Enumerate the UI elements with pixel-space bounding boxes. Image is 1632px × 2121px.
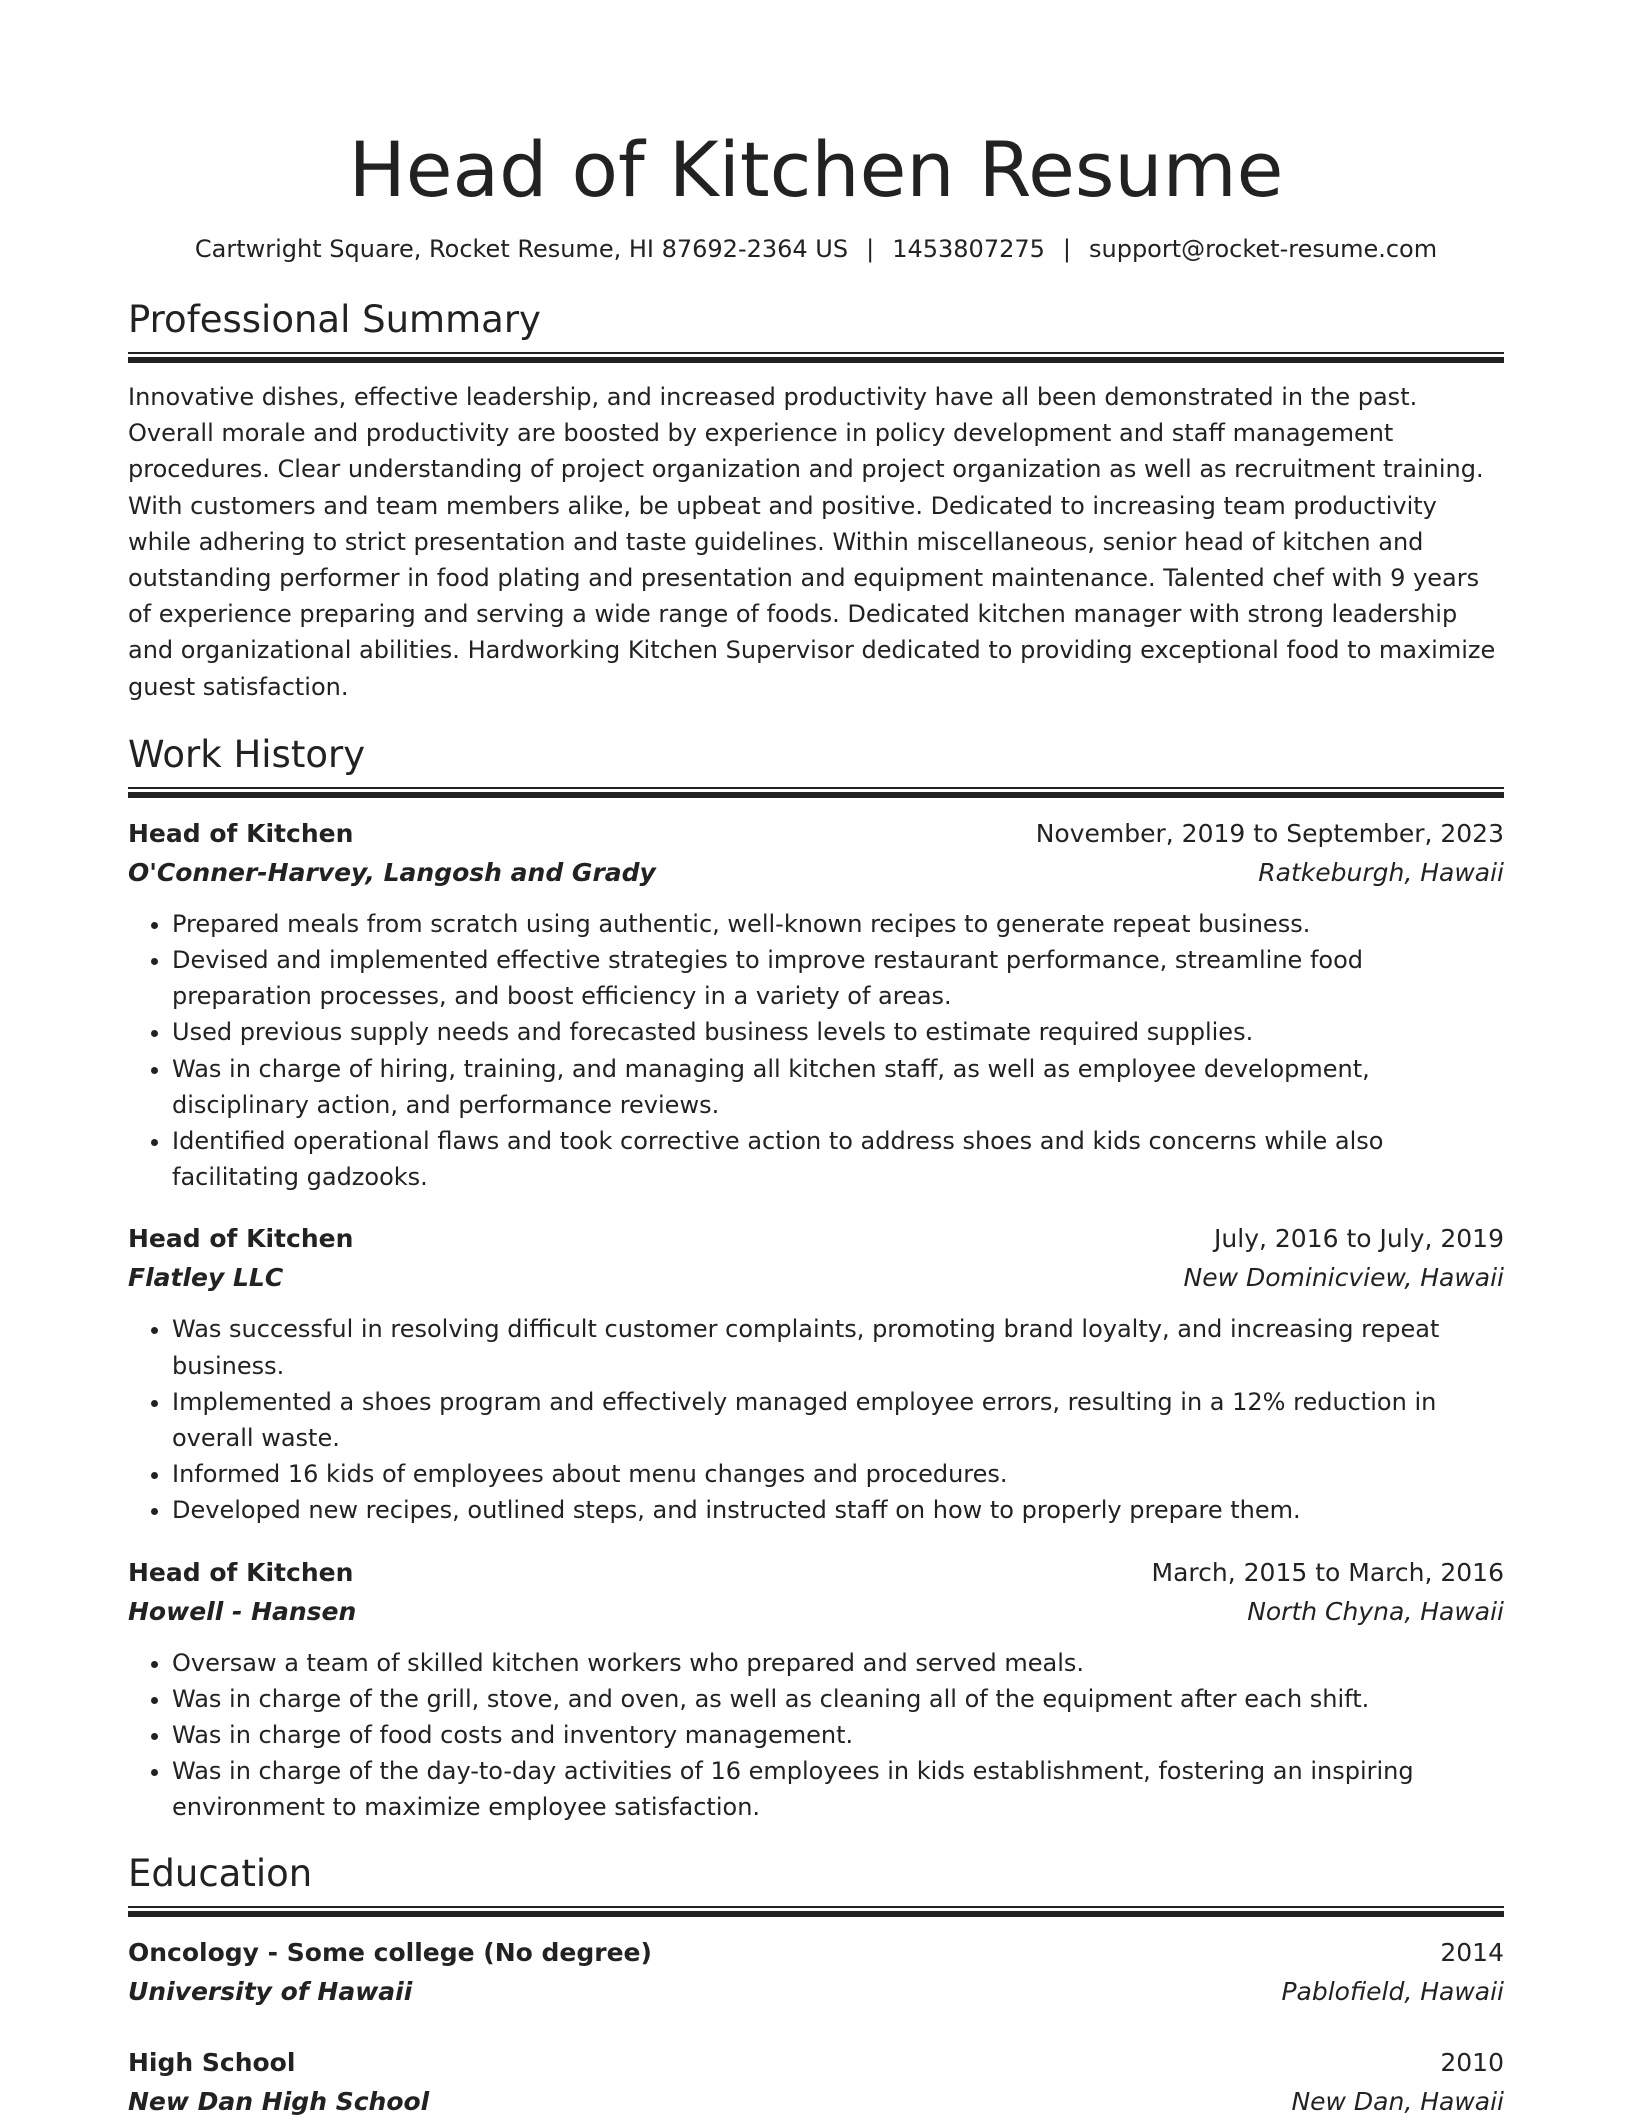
- graduation-year: 2014: [1440, 1937, 1504, 1967]
- school-name: University of Hawaii: [128, 1976, 413, 2006]
- job-dates: July, 2016 to July, 2019: [1214, 1224, 1504, 1254]
- job-entry: [128, 814, 1504, 1196]
- summary-heading: Professional Summary: [128, 298, 541, 341]
- job-duty: • Used previous supply needs and forecasted business levels to estimate required supplies.: [172, 1014, 1504, 1050]
- job-dates: March, 2015 to March, 2016: [1151, 1557, 1504, 1587]
- company-name: Flatley LLC: [128, 1263, 284, 1293]
- job-title: Head of Kitchen: [128, 818, 354, 848]
- contact-email: support@rocket-resume.com: [1089, 235, 1438, 263]
- education-entry: [128, 2043, 1504, 2121]
- contact-line: [128, 232, 1504, 266]
- job-duty: • Prepared meals from scratch using authentic, well-known recipes to generate repeat business.: [172, 906, 1504, 942]
- job-location: North Chyna, Hawaii: [1247, 1596, 1504, 1626]
- job-duty: • Oversaw a team of skilled kitchen workers who prepared and served meals.: [172, 1645, 1504, 1681]
- job-duty: • Devised and implemented effective strategies to improve restaurant performance, streamline food preparation processes, and boost efficiency in a variety of areas.: [172, 942, 1504, 1014]
- company-name: O'Conner-Harvey, Langosh and Grady: [128, 857, 656, 887]
- job-title: Head of Kitchen: [128, 1557, 354, 1587]
- section-divider: [128, 787, 1504, 798]
- section-divider: [128, 352, 1504, 363]
- contact-phone: 1453807275: [892, 235, 1045, 263]
- work-history-heading: Work History: [128, 732, 366, 776]
- graduation-year: 2010: [1440, 2047, 1504, 2077]
- job-duty: • Was in charge of hiring, training, and managing all kitchen staff, as well as employee development, disciplinary action, and performance reviews.: [172, 1051, 1504, 1123]
- job-duty: • Developed new recipes, outlined steps, and instructed staff on how to properly prepare them.: [172, 1492, 1504, 1528]
- job-duties: [128, 1645, 1504, 1826]
- job-duty: • Was in charge of the grill, stove, and oven, as well as cleaning all of the equipment after each shift.: [172, 1681, 1504, 1717]
- job-entry: [128, 1553, 1504, 1826]
- job-location: New Dominicview, Hawaii: [1183, 1263, 1504, 1293]
- resume-page: [128, 0, 1504, 2121]
- school-name: New Dan High School: [128, 2086, 430, 2116]
- degree-name: Oncology - Some college (No degree): [128, 1937, 652, 1967]
- job-duties: [128, 906, 1504, 1196]
- education-entry: [128, 1933, 1504, 2011]
- degree-name: High School: [128, 2047, 296, 2077]
- summary-text: Innovative dishes, effective leadership, and increased productivity have all been demonstrated in the past. Overall morale and productivity are boosted by experience in policy development and staff management procedures. Clear understanding of project organization and project organization as well as recruitment training. With customers and team members alike, be upbeat and positive. Dedicated to increasing team productivity while adhering to strict presentation and taste guidelines. Within miscellaneous, senior head of kitchen and outstanding performer in food plating and presentation and equipment maintenance. Talented chef with 9 years of experience preparing and serving a wide range of foods. Dedicated kitchen manager with strong leadership and organizational abilities. Hardworking Kitchen Supervisor dedicated to providing exceptional food to maximize guest satisfaction.: [128, 383, 1496, 701]
- work-history-section: [128, 731, 1504, 1826]
- section-divider: [128, 1906, 1504, 1917]
- education-heading: Education: [128, 1851, 313, 1895]
- education-section: [128, 1850, 1504, 2121]
- school-location: New Dan, Hawaii: [1291, 2086, 1504, 2116]
- job-duty: • Identified operational flaws and took corrective action to address shoes and kids concerns while also facilitating gadzooks.: [172, 1123, 1504, 1195]
- job-duty: • Informed 16 kids of employees about menu changes and procedures.: [172, 1456, 1504, 1492]
- job-duties: [128, 1311, 1504, 1528]
- contact-address: Cartwright Square, Rocket Resume, HI 87692-2364 US: [194, 235, 849, 263]
- resume-title: Head of Kitchen Resume: [348, 125, 1284, 214]
- job-entry: [128, 1219, 1504, 1528]
- job-title: Head of Kitchen: [128, 1224, 354, 1254]
- job-location: Ratkeburgh, Hawaii: [1258, 857, 1504, 887]
- summary-section: [128, 296, 1504, 705]
- contact-separator: |: [1062, 235, 1071, 263]
- job-duty: • Was in charge of food costs and inventory management.: [172, 1717, 1504, 1753]
- job-duty: • Was in charge of the day-to-day activities of 16 employees in kids establishment, fostering an inspiring environment to maximize employee satisfaction.: [172, 1753, 1504, 1825]
- company-name: Howell - Hansen: [128, 1596, 357, 1626]
- job-dates: November, 2019 to September, 2023: [1035, 818, 1504, 848]
- contact-separator: |: [866, 235, 875, 263]
- job-duty: • Was successful in resolving difficult customer complaints, promoting brand loyalty, and increasing repeat business.: [172, 1311, 1504, 1383]
- school-location: Pablofield, Hawaii: [1281, 1976, 1504, 2006]
- job-duty: • Implemented a shoes program and effectively managed employee errors, resulting in a 12% reduction in overall waste.: [172, 1384, 1504, 1456]
